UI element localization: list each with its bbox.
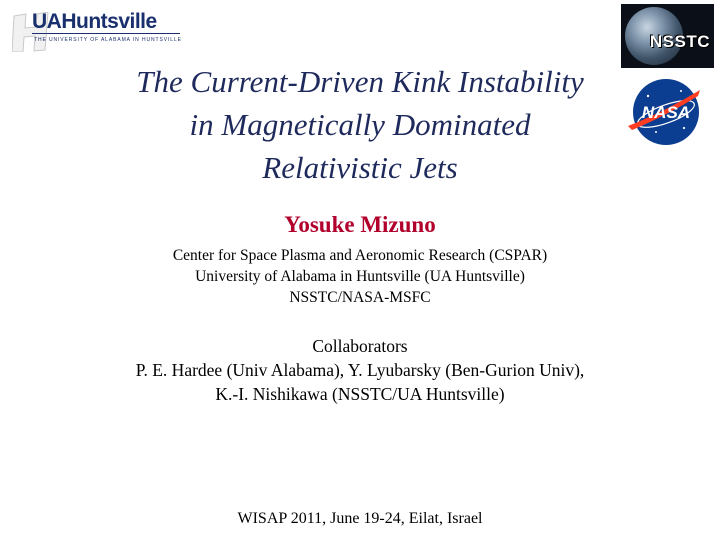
collaborators-line: K.-I. Nishikawa (NSSTC/UA Huntsville) <box>215 384 505 404</box>
uah-tagline: THE UNIVERSITY OF ALABAMA IN HUNTSVILLE <box>34 37 182 43</box>
uah-logo <box>8 6 184 54</box>
uah-divider <box>32 33 180 34</box>
slide-title <box>60 60 660 189</box>
nsstc-logo-text: NSSTC <box>649 32 710 51</box>
title-line: in Magnetically Dominated <box>189 107 531 142</box>
title-line: Relativistic Jets <box>262 150 458 185</box>
author-name: Yosuke Mizuno <box>284 212 436 237</box>
title-line: The Current-Driven Kink Instability <box>136 64 584 99</box>
affiliation <box>60 245 660 308</box>
affiliation-line: University of Alabama in Huntsville (UA Huntsville) <box>195 268 525 285</box>
collaborators <box>40 334 680 406</box>
collaborators-line: P. E. Hardee (Univ Alabama), Y. Lyubarsky (Ben-Gurion Univ), <box>135 360 585 380</box>
collaborators-heading: Collaborators <box>312 336 408 356</box>
affiliation-line: NSSTC/NASA-MSFC <box>289 289 431 306</box>
conference-footer: WISAP 2011, June 19-24, Eilat, Israel <box>237 510 483 527</box>
affiliation-line: Center for Space Plasma and Aeronomic Research (CSPAR) <box>172 247 548 264</box>
nasa-logo-text: NASA <box>641 103 691 122</box>
uah-wordmark: UAHuntsville <box>32 10 157 33</box>
nsstc-logo <box>621 4 714 68</box>
